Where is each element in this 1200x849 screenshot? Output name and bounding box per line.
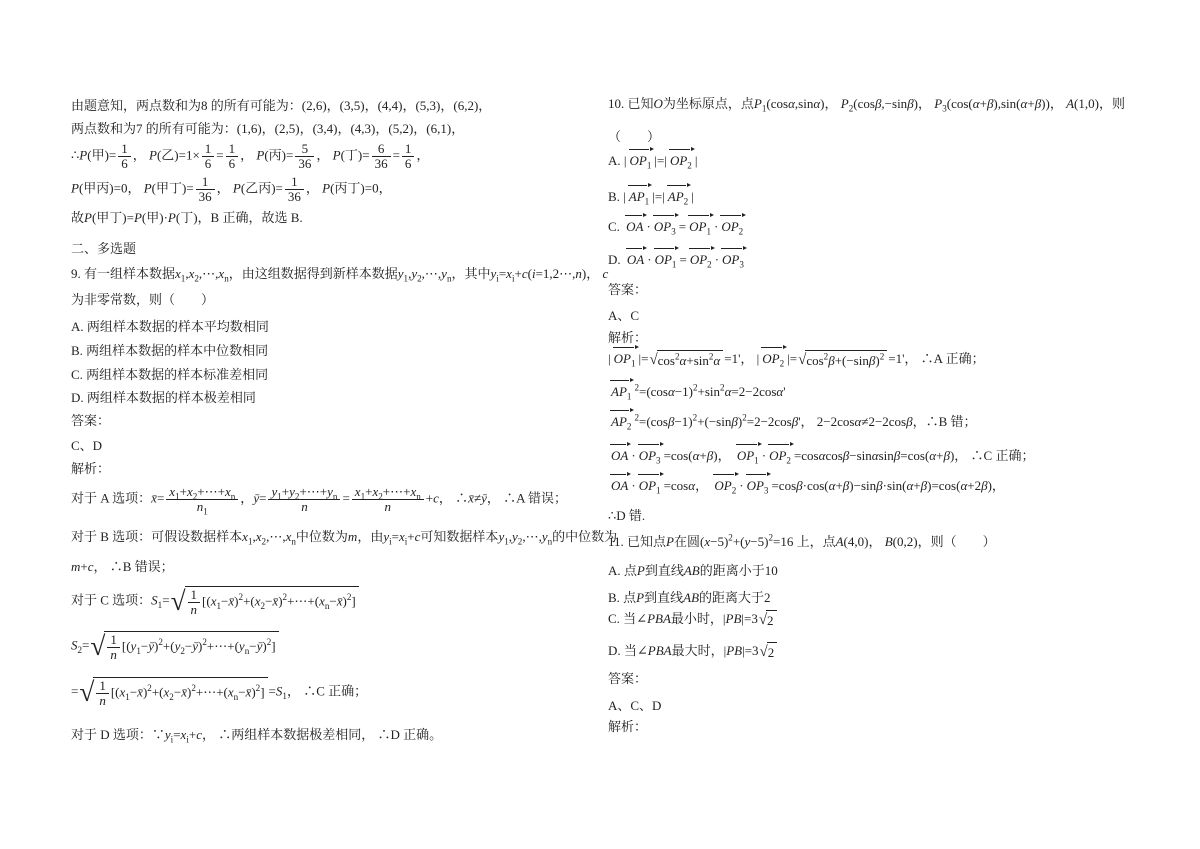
vector-arrow: $OP_3$ [722,252,744,270]
text-line: 解析： [71,461,111,476]
fraction: $\frac{1}{n}$ [188,588,201,617]
sqrt-radical: √ $\frac{1}{n}$ $[(x_1-x̄)^2+(x_2-x̄)^2+\cdots+(x_n-x̄)^2]$ [171,586,359,617]
sqrt-radical: √ $\frac{1}{n}$ $[(x_1-x̄)^2+(x_2-x̄)^2+\cdots+(x_n-x̄)^2]$ [79,677,267,708]
vector-arrow: $OP_1$ [736,448,759,466]
text-line: $S_2=$ √ $\frac{1}{n}$ $[(y_1-ȳ)^2+(y_2-ȳ)^2+\cdots+(y_n-ȳ)^2]$ [71,631,280,662]
sqrt-radical: √ $\cos^2\alpha+\sin^2\alpha$ [649,350,723,370]
text-line: C. 两组样本数据的样本标准差相同 [71,367,269,382]
text-line: D. 当∠PBA最大时，|PB|=3 √ 2 [608,642,778,662]
vector-arrow: $OP_1$ [638,478,661,496]
text-line: 答案： [608,671,648,686]
text-line: ∴D 错. [608,508,646,523]
fraction: $\frac{1}{6}$ [202,142,215,171]
sqrt-radical: √ 2 [759,610,777,630]
fraction: $\frac{1}{36}$ [285,175,304,204]
text-line: $AP_2^2=(\cos\beta-1)^2+(-\sin\beta)^2=2-2\cos\beta'$， 2−2cosα≠2−2cosβ，∴B 错； [611,412,977,432]
text-line: = √ $\frac{1}{n}$ $[(x_1-x̄)^2+(x_2-x̄)^2+\cdots+(x_n-x̄)^2]$ $=S_1$， ∴C 正确； [71,677,368,709]
text-line: 由题意知，两点数和为8 的所有可能为：(2,6)，(3,5)，(4,4)，(5,3)，(6,2)， [71,98,492,113]
text-line: A. 点P到直线AB的距离小于10 [608,563,778,578]
fraction: $\frac{5}{36}$ [295,142,314,171]
text-line: B. 点P到直线AB的距离大于2 [608,590,771,605]
vector-arrow: $AP_1$ [611,384,632,402]
vector-arrow: OA [626,219,644,234]
text-line: 9. 有一组样本数据$x_1,x_2,\cdots,x_n$，由这组数据得到新样本数据$y_1,y_2,\cdots,y_n$，其中$y_i=x_i+c(i=1,2\cdots,n)$， c [71,266,609,284]
vector-arrow: $OP_1$ [689,219,711,237]
sqrt-radical: √ $\cos^2\beta+(-\sin\beta)^2$ [798,350,887,370]
text-line: A、C、D [608,698,662,713]
fraction: $\frac{x_1+x_2+\cdots+x_n}{n_1}$ [166,485,238,514]
text-line: B. 两组样本数据的样本中位数相同 [71,343,269,358]
fraction: $\frac{1}{n}$ [96,679,109,708]
fraction: $\frac{x_1+x_2+\cdots+x_n}{n}$ [352,485,424,514]
vector-arrow: $OP_2$ [689,252,712,270]
sqrt-radical: √ $\frac{1}{n}$ $[(y_1-ȳ)^2+(y_2-ȳ)^2+\cdots+(y_n-ȳ)^2]$ [90,631,278,662]
fraction: $\frac{1}{6}$ [402,142,415,171]
vector-arrow: $OP_2$ [669,153,692,171]
fraction: $\frac{1}{6}$ [118,142,131,171]
vector-arrow: $AP_1$ [628,189,650,207]
text-line: C、D [71,438,103,453]
text-line: P(甲丙)=0， P(甲丁)= $\frac{1}{36}$ ， P(乙丙)= $\frac{1}{36}$ ， P(丙丁)=0， [71,174,392,205]
vector-arrow: $OP_1$ [613,351,636,369]
vector-arrow: $OP_2$ [721,219,744,237]
vector-arrow: $OP_2$ [769,448,791,466]
text-line: （ ） [608,129,661,144]
text-line: 答案： [608,282,648,297]
vector-arrow: $AP_2$ [667,189,689,207]
text-line: A. | $OP_1$ |=| $OP_2$ | [608,153,698,171]
text-line: OA · $OP_1 =\cos\alpha$， $OP_2 \cdot OP_3 =\cos\beta\cdot\cos(\alpha+\beta)-\sin\beta\cdot\sin(\alpha+\beta)=\cos(\alpha+2\beta)$， [611,478,1005,496]
text-line: 解析： [608,719,648,734]
vector-arrow: OA [611,478,629,493]
text-line: D. OA · $OP_1 = OP_2 \cdot OP_3$ [608,252,744,270]
text-line: 对于 C 选项：$S_1=$ √ $\frac{1}{n}$ $[(x_1-x̄)^2+(x_2-x̄)^2+\cdots+(x_n-x̄)^2]$ [71,586,360,617]
vector-arrow: $OP_2$ [762,351,785,369]
vector-arrow: $OP_2$ [714,478,737,496]
fraction: $\frac{1}{36}$ [196,175,215,204]
text-line: 为非零常数，则（ ） [71,292,215,307]
text-line: A、C [608,308,640,323]
text-line: 对于 D 选项：$\because y_i=x_i+c$， ∴两组样本数据极差相同， ∴D 正确。 [71,727,443,745]
column-right [608,0,1148,849]
text-line: 故P(甲丁)=P(甲)·P(丁)，B 正确，故选 B. [71,210,303,225]
text-line: 二、多选题 [71,241,137,256]
text-line: 两点数和为7 的所有可能为：(1,6)，(2,5)，(3,4)，(4,3)，(5,2)，(6,1)， [71,121,465,136]
text-line: 11. 已知点P在圆$(x-5)^2+(y-5)^2=16$ 上，点A(4,0)， B(0,2)，则（ ） [608,532,996,549]
text-line: 对于 A 选项：x̄= $\frac{x_1+x_2+\cdots+x_n}{n_1}$ ，ȳ= $\frac{y_1+y_2+\cdots+y_n}{n}$ = $\frac{x_1+x_2+\cdots+x_n}{n}$ +c， ∴x̄≠ȳ， ∴A 错误； [71,484,568,517]
text-line: OA · $OP_3 =\cos(\alpha+\beta)$， $OP_1 \cdot OP_2 =\cos\alpha\cos\beta-\sin\alpha\sin\beta=\cos(\alpha+\beta)$， ∴C 正确； [611,448,1035,466]
text-line: 解析： [608,330,648,345]
text-line: ∴P(甲)= $\frac{1}{6}$ ， P(乙)=1× $\frac{1}{6}$ = $\frac{1}{6}$ ， P(丙)= $\frac{5}{36}$ ， P(丁)= $\frac{6}{36}$ = $\frac{1}{6}$ ， [71,141,430,172]
fraction: $\frac{y_1+y_2+\cdots+y_n}{n}$ [268,485,340,514]
sqrt-radical: √ 2 [760,642,778,662]
fraction: $\frac{1}{6}$ [226,142,239,171]
vector-arrow: $OP_3$ [746,478,769,496]
vector-arrow: OA [611,448,629,463]
text-line: B. | $AP_1$ |=| $AP_2$ | [608,189,694,207]
text-line: C. OA · $OP_3 = OP_1 \cdot OP_2$ [608,219,744,237]
column-left [71,0,618,849]
fraction: $\frac{6}{36}$ [372,142,391,171]
fraction: $\frac{1}{n}$ [107,633,120,662]
text-line: A. 两组样本数据的样本平均数相同 [71,319,269,334]
vector-arrow: $OP_3$ [653,219,676,237]
text-line: $AP_1^2=(\cos\alpha-1)^2+\sin^2\alpha=2-2\cos\alpha'$ [611,382,786,402]
text-line: | $OP_1$ |= √ $\cos^2\alpha+\sin^2\alpha$ =1'， | $OP_2$ |= √ $\cos^2\beta+(-\sin\beta)^2$ =1'， ∴A 正确； [608,351,985,369]
text-line: 对于 B 选项：可假设数据样本$x_1,x_2,\cdots,x_n$中位数为m，由$y_i=x_i+c$可知数据样本$y_1,y_2,\cdots,y_n$的中位数为 [71,529,618,547]
vector-arrow: $OP_3$ [638,448,661,466]
vector-arrow: $AP_2$ [611,414,632,432]
text-line: C. 当∠PBA最小时，|PB|=3 √ 2 [608,610,778,630]
text-line: 10. 已知O为坐标原点，点$P_1(\cos\alpha,\sin\alpha)$， $P_2(\cos\beta,-\sin\beta)$， $P_3(\cos(\alpha+\beta),\sin(\alpha+\beta))$， A(1,0)，则 [608,96,1125,114]
vector-arrow: $OP_1$ [629,153,652,171]
text-line: 答案： [71,413,111,428]
vector-arrow: OA [626,252,645,267]
text-line: D. 两组样本数据的样本极差相同 [71,390,256,405]
vector-arrow: $OP_1$ [654,252,677,270]
text-line: m+c， ∴B 错误； [71,559,174,574]
